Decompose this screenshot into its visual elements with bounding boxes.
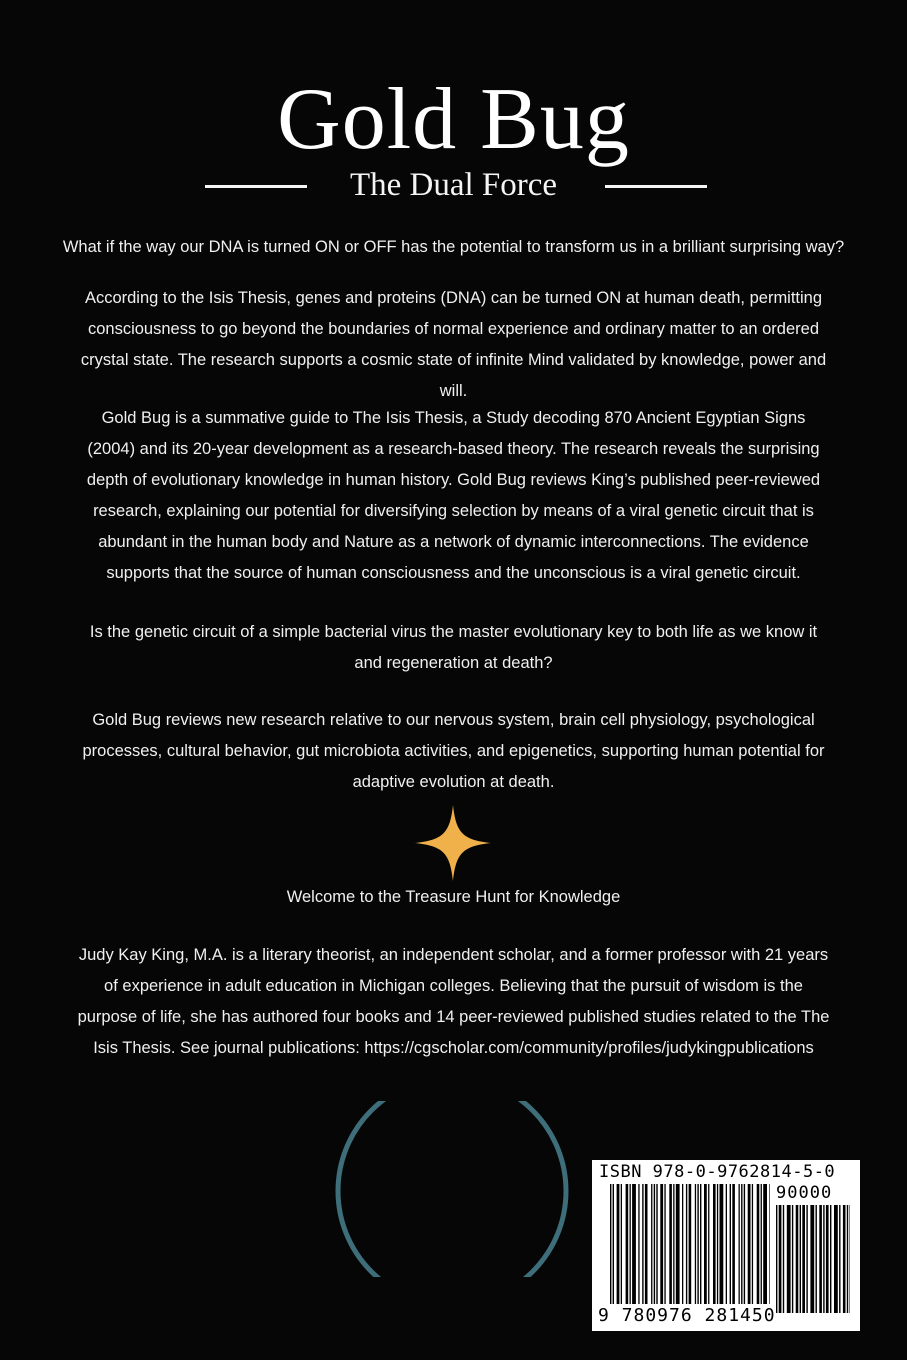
barcode-bar — [787, 1205, 791, 1313]
isbn-barcode — [592, 1160, 860, 1331]
author-bio: Judy Kay King, M.A. is a literary theorist, an independent scholar, and a former professor with 21 years of experience in adult education in Michigan colleges. Believing that the pursuit of wisdom is the purpose of life, she has authored four books and 14 peer-reviewed published studies related to the The Isis Thesis. See journal publications: https://cgscholar.com/community/profiles/judykingpublications — [77, 946, 830, 1057]
ring-shape — [338, 1101, 566, 1277]
barcode-bar — [713, 1184, 716, 1304]
barcode-bar — [695, 1184, 696, 1304]
barcode-bar — [757, 1184, 760, 1304]
subtitle-row — [0, 164, 907, 208]
barcode-bar — [783, 1205, 784, 1313]
barcode-bar — [800, 1205, 801, 1313]
barcode-bar — [654, 1184, 655, 1304]
barcode-bar — [626, 1184, 629, 1304]
barcode-bar — [621, 1184, 622, 1304]
four-point-star-icon — [415, 805, 491, 881]
tagline: Welcome to the Treasure Hunt for Knowledge — [286, 888, 621, 906]
right-divider-rule — [605, 185, 707, 188]
addon-bars — [776, 1205, 850, 1313]
barcode-bar — [850, 1205, 851, 1313]
barcode-bar — [843, 1205, 846, 1313]
barcode-bar — [660, 1184, 663, 1304]
barcode-bar — [656, 1184, 657, 1304]
book-subtitle: The Dual Force — [349, 167, 558, 203]
ean-digits: 9 780976 281450 — [598, 1305, 776, 1326]
barcode-bar — [779, 1205, 782, 1313]
barcode-bar — [720, 1184, 724, 1304]
barcode-bar — [776, 1205, 777, 1313]
barcode-bar — [739, 1184, 740, 1304]
barcode-bar — [708, 1184, 709, 1304]
barcode-bar — [717, 1184, 718, 1304]
barcode-bar — [697, 1184, 698, 1304]
barcode-bar — [704, 1184, 707, 1304]
barcode-bar — [752, 1184, 753, 1304]
barcode-bar — [617, 1184, 620, 1304]
barcode-bar — [763, 1184, 767, 1304]
barcode-bar — [810, 1205, 814, 1313]
barcode-bar — [630, 1184, 631, 1304]
genetic-circuit-question: Is the genetic circuit of a simple bacterial virus the master evolutionary key to both life as we know it and regeneration at death? — [89, 623, 818, 672]
price-code: 90000 — [776, 1183, 833, 1203]
summary-paragraph: Gold Bug is a summative guide to The Isis Thesis, a Study decoding 870 Ancient Egyptian Signs (2004) and its 20-year development as a research-based theory. The research reveals the surprising depth of evolutionary knowledge in human history. Gold Bug reviews King’s published peer-reviewed research, explaining our potential for diversifying selection by means of a viral genetic circuit that is abundant in the human body and Nature as a network of dynamic interconnections. The evidence supports that the source of human consciousness and the unconscious is a viral genetic circuit. — [86, 409, 821, 582]
barcode-bar — [819, 1205, 822, 1313]
barcode-bar — [638, 1184, 639, 1304]
barcode-bar — [806, 1205, 807, 1313]
barcode-bar — [816, 1205, 817, 1313]
barcode-bar — [645, 1184, 648, 1304]
barcode-bar — [830, 1205, 831, 1313]
barcode-bar — [839, 1205, 840, 1313]
barcode-bar — [726, 1184, 727, 1304]
barcode-bar — [664, 1184, 665, 1304]
barcode-bar — [732, 1184, 735, 1304]
barcode-bar — [761, 1184, 762, 1304]
isbn-label: ISBN 978-0-9762814-5-0 — [599, 1162, 836, 1182]
barcode-bar — [792, 1205, 793, 1313]
barcode-bar — [673, 1184, 674, 1304]
research-review-paragraph: Gold Bug reviews new research relative to our nervous system, brain cell physiology, psychological processes, cultural behavior, gut microbiota activities, and epigenetics, supporting human potential for adaptive evolution at death. — [82, 711, 825, 791]
barcode-bar — [730, 1184, 731, 1304]
barcode-bar — [689, 1184, 692, 1304]
circle-ring-icon — [334, 1101, 570, 1277]
intro-question: What if the way our DNA is turned ON or OFF has the potential to transform us in a brilliant surprising way? — [62, 238, 845, 256]
isis-thesis-paragraph: According to the Isis Thesis, genes and proteins (DNA) can be turned ON at human death, permitting consciousness to go beyond the boundaries of normal experience and ordinary matter to an ordered crystal state. The research supports a cosmic state of infinite Mind validated by knowledge, power and will. — [80, 289, 827, 400]
barcode-bar — [632, 1184, 636, 1304]
barcode-bar — [802, 1205, 805, 1313]
barcode-bar — [669, 1184, 672, 1304]
barcode-bar — [769, 1184, 770, 1304]
barcode-bar — [651, 1184, 652, 1304]
barcode-bar — [682, 1184, 683, 1304]
barcode-bar — [823, 1205, 824, 1313]
barcode-bar — [741, 1184, 742, 1304]
barcode-bar — [826, 1205, 829, 1313]
barcode-bar — [686, 1184, 687, 1304]
barcode-bar — [610, 1184, 611, 1304]
barcode-bar — [847, 1205, 848, 1313]
book-title: Gold Bug — [277, 71, 630, 168]
star-shape — [415, 805, 491, 881]
barcode-bar — [676, 1184, 680, 1304]
barcode-bar — [744, 1184, 745, 1304]
barcode-bar — [642, 1184, 643, 1304]
barcode-bar — [796, 1205, 799, 1313]
barcode-bar — [748, 1184, 751, 1304]
ean-bars — [610, 1184, 770, 1304]
barcode-bar — [613, 1184, 614, 1304]
barcode-bar — [700, 1184, 701, 1304]
barcode-bar — [834, 1205, 838, 1313]
